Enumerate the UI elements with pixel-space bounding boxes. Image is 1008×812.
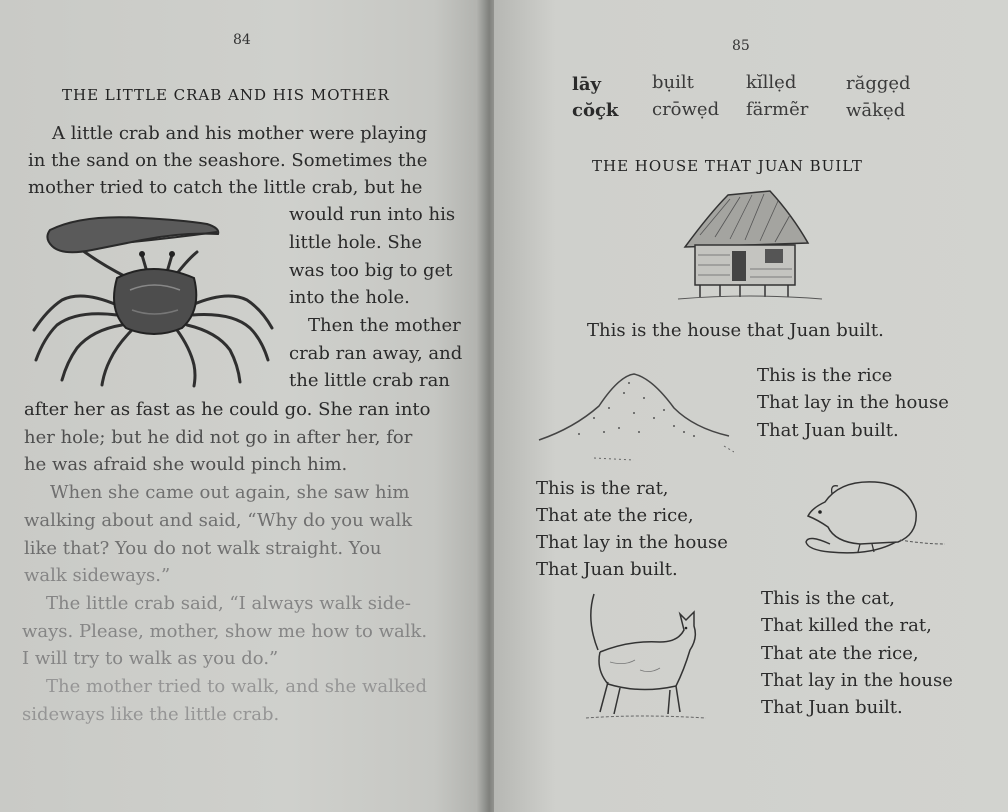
vocab-word: färmẽr bbox=[746, 99, 809, 120]
verse-rat-line: That ate the rice, bbox=[536, 505, 694, 526]
story-line: the little crab ran bbox=[289, 370, 450, 391]
verse-rat-line: That lay in the house bbox=[536, 532, 728, 553]
vocab-word: răggẹd bbox=[846, 73, 911, 94]
rice-mound-illustration bbox=[534, 368, 734, 468]
verse-cat-line: That Juan built. bbox=[761, 697, 903, 718]
rat-illustration bbox=[800, 472, 950, 567]
story-line: her hole; but he did not go in after her, for bbox=[24, 427, 413, 448]
story-line: sideways like the little crab. bbox=[22, 704, 280, 725]
verse-cat-line: This is the cat, bbox=[761, 588, 895, 609]
story-line: was too big to get bbox=[289, 260, 453, 281]
story-line: I will try to walk as you do.” bbox=[22, 648, 279, 669]
story-line: little hole. She bbox=[289, 232, 422, 253]
story-line: crab ran away, and bbox=[289, 343, 463, 364]
poem-title: THE HOUSE THAT JUAN BUILT bbox=[592, 157, 863, 175]
story-line: When she came out again, she saw him bbox=[50, 482, 410, 503]
verse-house-line: This is the house that Juan built. bbox=[587, 320, 884, 341]
verse-rice-line: This is the rice bbox=[757, 365, 893, 386]
verse-rice-line: That Juan built. bbox=[757, 420, 899, 441]
story-line: mother tried to catch the little crab, but he bbox=[28, 177, 423, 198]
story-line: Then the mother bbox=[308, 315, 461, 336]
story-line: like that? You do not walk straight. You bbox=[24, 538, 382, 559]
right-page bbox=[494, 0, 1008, 812]
story-line: would run into his bbox=[289, 204, 456, 225]
crab-illustration bbox=[22, 210, 280, 388]
cat-illustration bbox=[580, 590, 710, 725]
vocab-word: cŏçk bbox=[572, 100, 619, 121]
story-line: into the hole. bbox=[289, 287, 410, 308]
verse-rice-line: That lay in the house bbox=[757, 392, 949, 413]
story-line: ways. Please, mother, show me how to walk. bbox=[22, 621, 428, 642]
vocab-word: bụilt bbox=[652, 72, 694, 93]
verse-rat-line: This is the rat, bbox=[536, 478, 669, 499]
vocab-word: kĭllẹd bbox=[746, 72, 797, 93]
story-line: The little crab said, “I always walk side- bbox=[46, 593, 412, 614]
story-line: in the sand on the seashore. Sometimes the bbox=[28, 150, 428, 171]
page-number-right: 85 bbox=[732, 38, 750, 54]
page-number-left: 84 bbox=[233, 32, 251, 48]
hut-illustration bbox=[670, 185, 830, 305]
vocab-word: lāy bbox=[572, 74, 601, 95]
story-line: The mother tried to walk, and she walked bbox=[46, 676, 427, 697]
vocab-word: wākẹd bbox=[846, 100, 906, 121]
verse-cat-line: That ate the rice, bbox=[761, 643, 919, 664]
story-line: A little crab and his mother were playing bbox=[52, 123, 428, 144]
story-line: after her as fast as he could go. She ran into bbox=[24, 399, 431, 420]
story-line: walk sideways.” bbox=[24, 565, 171, 586]
story-title-crab: THE LITTLE CRAB AND HIS MOTHER bbox=[62, 86, 390, 104]
story-line: walking about and said, “Why do you walk bbox=[24, 510, 413, 531]
verse-cat-line: That lay in the house bbox=[761, 670, 953, 691]
story-line: he was afraid she would pinch him. bbox=[24, 454, 348, 475]
vocab-word: crōwẹd bbox=[652, 99, 720, 120]
left-page bbox=[0, 0, 482, 812]
verse-cat-line: That killed the rat, bbox=[761, 615, 932, 636]
verse-rat-line: That Juan built. bbox=[536, 559, 678, 580]
